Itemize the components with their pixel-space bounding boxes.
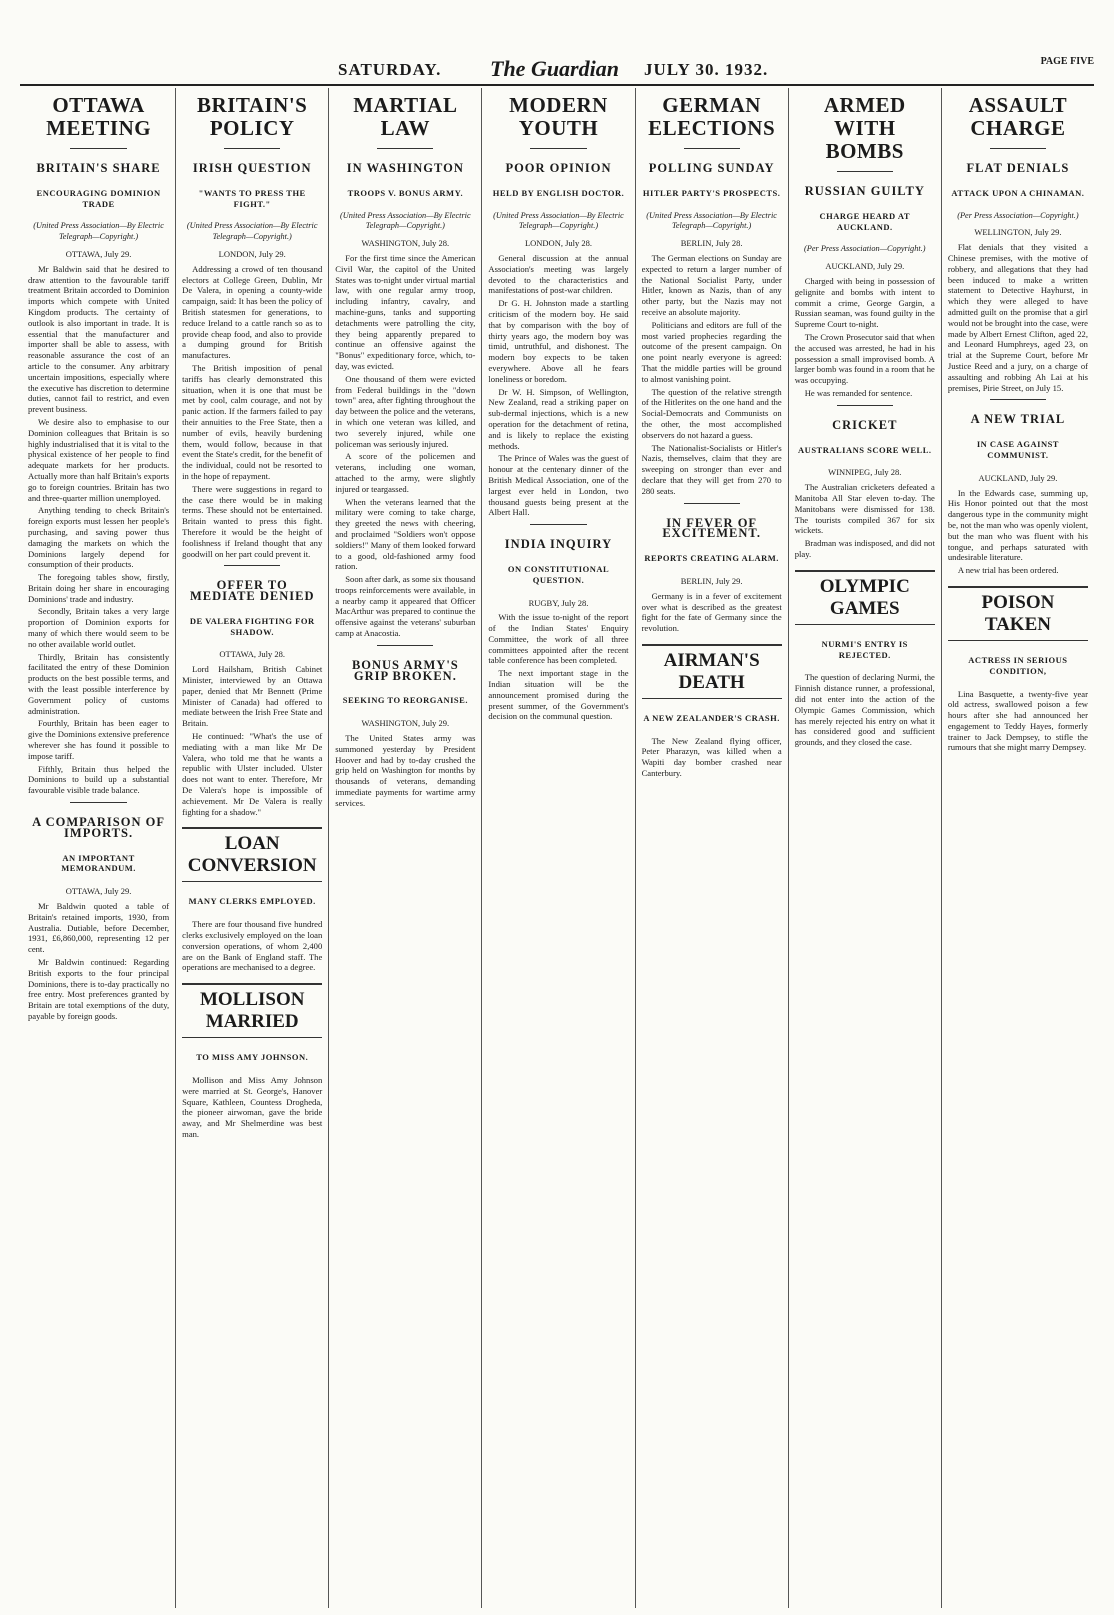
- section-body: [795, 482, 935, 560]
- section-paragraph: The United States army was summoned yesterday by President Hoover and had by to-day crushed the grip held on Washington for months by thousands of veterans, demanding immediate payments for wartime army services.: [335, 733, 476, 808]
- article-column-2: [175, 88, 328, 1608]
- article-body: [335, 253, 475, 639]
- headline-rule: [684, 148, 740, 149]
- box-body: [182, 919, 322, 973]
- article-subhead: RUSSIAN GUILTY: [804, 184, 925, 198]
- box-deck: MANY CLERKS EMPLOYED.: [188, 896, 316, 907]
- headline-rule: [530, 148, 586, 149]
- section-deck: AUSTRALIANS SCORE WELL.: [798, 444, 932, 455]
- article-paragraph: The foregoing tables show, firstly, Britain doing her share in encouraging Dominions' trade and industry.: [28, 572, 170, 604]
- article-paragraph: The Nationalist-Socialists or Hitler's Nazis, themselves, claim that they are sweeping on stronger than ever and declare that they will get from 270 to 280 seats.: [641, 442, 782, 496]
- article-headline: ASSAULT CHARGE: [968, 93, 1068, 140]
- article-headline: BRITAIN'S POLICY: [197, 93, 308, 140]
- section-paragraph: The next important stage in the Indian situation will be the announcement promised during the present summer, of the Government's decision on the communal question.: [488, 668, 629, 722]
- headline-rule: [224, 148, 280, 149]
- article-headline: MARTIAL LAW: [353, 93, 458, 140]
- headline-rule: [70, 148, 126, 149]
- box-deck: ACTRESS IN SERIOUS CONDITION,: [968, 654, 1068, 676]
- article-paragraph: We desire also to emphasise to our Dominion colleagues that Britain is so highly industrialised that it is vital to the physical existence of her people to find adequate markets for her products. Actually more than half Britain's exports go to foreign countries. Britain has two and three-quarter million unemployed.: [28, 416, 170, 503]
- article-paragraph: Dr G. H. Johnston made a startling criticism of the modern boy. He said that by comparison with the boy of thirty years ago, the modern boy was timid, untruthful, and dishonest. The modern boy expects to be taken everywhere. Above all he fears loneliness or boredom.: [488, 298, 629, 384]
- section-body: [28, 901, 169, 1022]
- article-dateline: BERLIN, July 28.: [680, 238, 743, 249]
- section-dateline: OTTAWA, July 29.: [65, 886, 132, 897]
- article-paragraph: Politicians and editors are full of the most varied prophecies regarding the outcome of the present campaign. On one point nearly everyone is agreed: That the middle parties will be ground to almost vanishing point.: [641, 319, 782, 384]
- headline-rule: [837, 171, 893, 172]
- article-subhead: IRISH QUESTION: [192, 161, 312, 175]
- article-headline: GERMAN ELECTIONS: [648, 93, 776, 140]
- article-deck: TROOPS V. BONUS ARMY.: [347, 187, 464, 198]
- masthead-date: JULY 30. 1932.: [644, 60, 769, 79]
- section-rule: [684, 503, 740, 504]
- section-deck: SEEKING TO REORGANISE.: [342, 695, 468, 706]
- section-paragraph: Germany is in a fever of excitement over what is described as the greatest fight for the fate of Germany since the revolution.: [641, 590, 782, 634]
- article-dateline: LONDON, July 28.: [524, 238, 593, 249]
- masthead: [20, 56, 1094, 86]
- article-column-3: [328, 88, 481, 1608]
- article-column-7: [941, 88, 1094, 1608]
- box-paragraph: There are four thousand five hundred clerks exclusively employed on the loan conversion operations, of whom 2,400 are on the Bank of England staff. The operations are mechanised to a degree.: [182, 919, 323, 973]
- article-dateline: AUCKLAND, July 29.: [825, 261, 905, 272]
- section-dateline: BERLIN, July 29.: [680, 575, 743, 586]
- newspaper-columns: [22, 88, 1094, 1608]
- press-credit: (United Press Association—By Electric Telegraph—Copyright.): [33, 221, 164, 242]
- article-subhead: POOR OPINION: [505, 161, 612, 175]
- article-subhead: IN WASHINGTON: [346, 161, 464, 175]
- box2-headline: MOLLISON MARRIED: [182, 983, 322, 1038]
- section-dateline: WASHINGTON, July 29.: [361, 718, 450, 729]
- section-dateline: AUCKLAND, July 29.: [978, 472, 1058, 483]
- section-dateline: WINNIPEG, July 28.: [828, 467, 902, 478]
- article-subhead: BRITAIN'S SHARE: [36, 161, 161, 175]
- article-paragraph: Addressing a crowd of ten thousand electors at College Green, Dublin, Mr De Valera, in opening a county-wide campaign, said: It has been the policy of British statesmen for generations, to reduce Ireland to a cattle ranch so as to provide cheap food, and also to provide a dumping ground for British manufactures.: [182, 263, 323, 361]
- box-body: [642, 736, 782, 779]
- article-column-6: [788, 88, 941, 1608]
- article-dateline: WELLINGTON, July 29.: [974, 227, 1062, 238]
- section-dateline: OTTAWA, July 28.: [219, 649, 286, 660]
- article-paragraph: A score of the policemen and veterans, including one woman, attached to the army, were slightly injured or teargassed.: [335, 451, 476, 494]
- box-headline: AIRMAN'S DEATH: [642, 644, 782, 699]
- section-rule: [530, 524, 586, 525]
- section-head: A NEW TRIAL: [970, 412, 1066, 427]
- section-paragraph: He continued: "What's the use of mediating with a man like Mr De Valera, who told me that he wants a republic with Ulster included. Ulster does not want to enter. Therefore, Mr De Valera's hope is impossible of achievement. Mr De Valera is really fighting for a shadow.": [182, 731, 323, 817]
- article-paragraph: Charged with being in possession of gelignite and bombs with intent to commit a crime, George Gargin, a Russian seaman, was found guilty in the Supreme Court to-night.: [794, 275, 935, 330]
- box-body: [948, 689, 1088, 754]
- section-head: IN FEVER OF EXCITEMENT.: [662, 515, 761, 541]
- article-deck: CHARGE HEARD AT AUCKLAND.: [819, 210, 910, 232]
- article-column-1: [22, 88, 175, 1608]
- article-paragraph: Flat denials that they visited a Chinese premises, with the motive of robbery, and allegations that they had been induced to make a written statement to Detective Hayhurst, in which they were alleged to have admitted guilt on the promise that a girl would not be brought into the case, were made by Albert Ernest Clifton, aged 22, and Leonard Humphreys, aged 23, on trial at the Supreme Court, before Mr Justice Reed and a jury, on a charge of assaulting and robbing Ah Lai at his premises, Pirie Street, on July 15.: [947, 242, 1088, 393]
- section-paragraph: With the issue to-night of the report of the Indian States' Enquiry Committee, the work of all three committees appointed after the recent table conference has been completed.: [488, 612, 629, 666]
- article-paragraph: There were suggestions in regard to the case there would be in making terms. These should not be entertained. Britain wanted to press this fight. Therefore it would be the height of foolishness if Ireland thought that any goodwill on her part could prevent it.: [182, 483, 323, 559]
- article-body: [28, 264, 169, 796]
- press-credit: (United Press Association—By Electric Telegraph—Copyright.): [493, 210, 624, 231]
- section-body: [182, 664, 322, 817]
- article-deck: HELD BY ENGLISH DOCTOR.: [492, 187, 625, 198]
- article-headline: OTTAWA MEETING: [46, 93, 152, 140]
- article-paragraph: The Crown Prosecutor said that when the accused was arrested, he had in his possession a small improvised bomb. A larger bomb was found in a room that he was occupying.: [794, 331, 935, 386]
- section-paragraph: In the Edwards case, summing up, His Honor pointed out that the most dangerous type in the community might be, not the man who was openly violent, but the man who was fluent with his tongue, and perhaps saturated with undesirable literature.: [947, 487, 1088, 563]
- article-deck: ATTACK UPON A CHINAMAN.: [951, 187, 1085, 198]
- press-credit: (United Press Association—By Electric Telegraph—Copyright.): [646, 210, 777, 231]
- article-body: [488, 253, 628, 518]
- article-paragraph: The German elections on Sunday are expected to return a larger number of the National Socialist Party, under Hitler, known as Nazis, than of any other party, but the Nazis may not receive an absolute majority.: [641, 252, 782, 317]
- section-rule: [990, 399, 1046, 400]
- article-paragraph: Mr Baldwin said that he desired to draw attention to the favourable tariff treatment Britain accorded to Dominion imports which compete with United Kingdom products. The certainty of outlook is also important in trade. It is essential that the manufacturer and importer shall be able to assess, with reasonable assurance the cost of an article to the consumer. Any arbitrary uncertain impositions, especially where the executive has discretion to determine duties, cannot fail to restrict, and even prevent business.: [28, 263, 170, 415]
- article-paragraph: He was remanded for sentence.: [804, 387, 913, 398]
- box2-paragraph: Mollison and Miss Amy Johnson were married at St. George's, Hanover Square, Kathleen, Countess Drogheda, the pioneer airwoman, gave the bride away, and Mr Shelmerdine was best man.: [182, 1075, 323, 1139]
- section-paragraph: Mr Baldwin continued: Regarding British exports to the four principal Dominions, there is to-day practically no free entry. Most preferences granted by Britain are total exemptions of the duty, payable by foreign goods.: [28, 957, 170, 1021]
- article-dateline: LONDON, July 29.: [218, 248, 286, 259]
- section-paragraph: Bradman was indisposed, and did not play.: [794, 538, 935, 559]
- article-deck: "WANTS TO PRESS THE FIGHT.": [198, 187, 306, 209]
- article-deck: ENCOURAGING DOMINION TRADE: [36, 187, 161, 209]
- press-credit: (Per Press Association—Copyright.): [804, 244, 926, 254]
- section-body: [488, 612, 628, 722]
- section-head: A COMPARISON OF IMPORTS.: [32, 815, 165, 840]
- section-deck: DE VALERA FIGHTING FOR SHADOW.: [189, 615, 315, 637]
- section-deck: AN IMPORTANT MEMORANDUM.: [61, 852, 136, 874]
- article-paragraph: The British imposition of penal tariffs has clearly demonstrated this situation, when it is one that must be met by cool, calm courage, and not by panic action. If the farmers failed to pay their annuities to the Free State, then a number of evils, heavily burdening them, would follow, because in that event the State's credit, for the benefit of the individual, could not be resorted to in the hope of repayment.: [182, 362, 323, 481]
- section-rule: [224, 565, 280, 566]
- article-paragraph: Secondly, Britain takes a very large proportion of Dominion exports for many of which there would seem to be no other available world outlet.: [28, 606, 170, 649]
- section-head: OFFER TO MEDIATE DENIED: [189, 578, 315, 604]
- masthead-day: SATURDAY.: [338, 60, 442, 79]
- box2-deck: TO MISS AMY JOHNSON.: [196, 1052, 309, 1063]
- box-paragraph: Lina Basquette, a twenty-five year old actress, swallowed poison a few hours after she had announced her engagement to Teddy Hayes, formerly trainer to Jack Dempsey, to stifle the rumours that she might marry Dempsey.: [947, 688, 1088, 753]
- article-deck: HITLER PARTY'S PROSPECTS.: [642, 187, 781, 198]
- article-paragraph: The Prince of Wales was the guest of honour at the centenary dinner of the British Medical Association, one of the largest ever held in London, two thousand guests being present at the Albert Hall.: [488, 453, 629, 518]
- box-paragraph: The question of declaring Nurmi, the Finnish distance runner, a professional, did not enter into the action of the Olympic Games Commission, which has merely rejected his entry on what it has considered good and sufficient grounds, and they closed the case.: [794, 672, 935, 748]
- section-rule: [837, 405, 893, 406]
- press-credit: (United Press Association—By Electric Telegraph—Copyright.): [340, 210, 471, 231]
- press-credit: (United Press Association—By Electric Telegraph—Copyright.): [186, 221, 318, 242]
- section-paragraph: Mr Baldwin quoted a table of Britain's retained imports, 1930, from Australia. Dutiable, before December, 1931, £6,860,000, representing 12 per cent.: [28, 901, 170, 955]
- masthead-page-number: PAGE FIVE: [1040, 56, 1094, 67]
- section-paragraph: A new trial has been ordered.: [957, 565, 1059, 576]
- section-dateline: RUGBY, July 28.: [528, 597, 589, 608]
- section-paragraph: The Australian cricketers defeated a Manitoba All Star eleven to-day. The Manitobans were dismissed for 138. The tourists compiled 367 for six wickets.: [794, 482, 935, 536]
- section-head: BONUS ARMY'S GRIP BROKEN.: [351, 657, 459, 683]
- article-body: [948, 242, 1088, 393]
- section-deck: ON CONSTITUTIONAL QUESTION.: [507, 563, 610, 585]
- article-paragraph: One thousand of them were evicted from Federal buildings in the "down town" area, after fighting throughout the day between the police and the veterans, in which one veteran was killed, and two severely injured, while one policeman was seriously injured.: [335, 373, 476, 449]
- box-body: [795, 672, 935, 748]
- article-paragraph: Anything tending to check Britain's foreign exports must lessen her people's purchasing, and saving power thus damaging the markets on which the Dominions largely depend for consumption of their products.: [28, 505, 170, 570]
- article-paragraph: Thirdly, Britain has consistently facilitated the entry of these Dominion products on the best possible terms, and with the least possible interference by Government policy of customs administration.: [28, 651, 170, 716]
- section-body: [642, 591, 782, 634]
- section-body: [948, 488, 1088, 576]
- article-paragraph: Dr W. H. Simpson, of Wellington, New Zealand, read a striking paper on sub-dermal injections, which is a new operation for the detachment of retina, and is likely to replace the existing methods.: [488, 386, 629, 451]
- article-dateline: OTTAWA, July 29.: [65, 248, 132, 259]
- article-subhead: FLAT DENIALS: [966, 161, 1070, 175]
- article-paragraph: Fourthly, Britain has been eager to give the Dominions extensive preference wherever she has found it possible to impose tariff.: [28, 718, 170, 761]
- article-body: [182, 264, 322, 560]
- section-rule: [70, 802, 126, 803]
- article-paragraph: For the first time since the American Civil War, the capitol of the United States was to-night under virtual martial law, with one regular army troop, including infantry, cavalry, and machine-guns, tanks and supporting detachments were patrolling the city, they being apparently prepared to continue an offensive against the "Bonus" expeditionary force, which, to-day, was evicted.: [335, 252, 476, 371]
- press-credit: (Per Press Association—Copyright.): [957, 210, 1079, 220]
- article-body: [642, 253, 782, 497]
- article-paragraph: Soon after dark, as some six thousand troops reinforcements were available, in a nearby camp it appeared that Officer MacArthur was prepared to continue the offensive against the veterans' suburban camp at Anacostia.: [335, 574, 476, 639]
- article-subhead: POLLING SUNDAY: [648, 161, 775, 175]
- box-headline: OLYMPIC GAMES: [795, 570, 935, 625]
- article-dateline: WASHINGTON, July 28.: [361, 238, 450, 249]
- section-paragraph: Lord Hailsham, British Cabinet Minister, interviewed by an Ottawa paper, denied that Mr Bennett (Prime Minister of Canada) had offered to mediate between the Irish Free State and Britain.: [182, 664, 323, 729]
- article-column-5: [635, 88, 788, 1608]
- section-deck: IN CASE AGAINST COMMUNIST.: [976, 439, 1059, 460]
- box2-body: [182, 1075, 322, 1140]
- article-paragraph: Fifthly, Britain thus helped the Dominions to build up a substantial favourable visible trade balance.: [28, 763, 170, 796]
- section-head: INDIA INQUIRY: [504, 537, 613, 552]
- section-body: [335, 733, 475, 809]
- box-deck: A NEW ZEALANDER'S CRASH.: [643, 712, 780, 723]
- section-deck: REPORTS CREATING ALARM.: [644, 553, 779, 564]
- article-paragraph: When the veterans learned that the military were coming to take charge, they greeted the news with cheering, and proclaimed "Soldiers won't oppose soldiers!" Many of them looked forward to a good, old-fashioned army food ration.: [335, 496, 476, 572]
- article-body: [795, 276, 935, 399]
- section-head: CRICKET: [832, 417, 898, 432]
- box-paragraph: The New Zealand flying officer, Peter Pharazyn, was killed when a Wapiti day bomber crashed near Canterbury.: [641, 735, 782, 779]
- box-deck: NURMI'S ENTRY IS REJECTED.: [821, 638, 908, 660]
- masthead-rule: [20, 84, 1094, 86]
- box-headline: LOAN CONVERSION: [182, 827, 322, 882]
- box-headline: POISON TAKEN: [948, 586, 1088, 641]
- article-headline: ARMED WITH BOMBS: [823, 93, 906, 163]
- article-paragraph: General discussion at the annual Association's meeting was largely devoted to the characteristics and manifestations of post-war children.: [488, 252, 629, 296]
- article-paragraph: The question of the relative strength of the Hitlerites on the one hand and the Social-Democrats and Communists on the other, the most accomplished observers do not hazard a guess.: [641, 386, 782, 440]
- section-rule: [377, 645, 433, 646]
- article-headline: MODERN YOUTH: [509, 93, 608, 140]
- masthead-paper-name: The Guardian: [490, 56, 619, 81]
- headline-rule: [377, 148, 433, 149]
- headline-rule: [990, 148, 1046, 149]
- article-column-4: [481, 88, 634, 1608]
